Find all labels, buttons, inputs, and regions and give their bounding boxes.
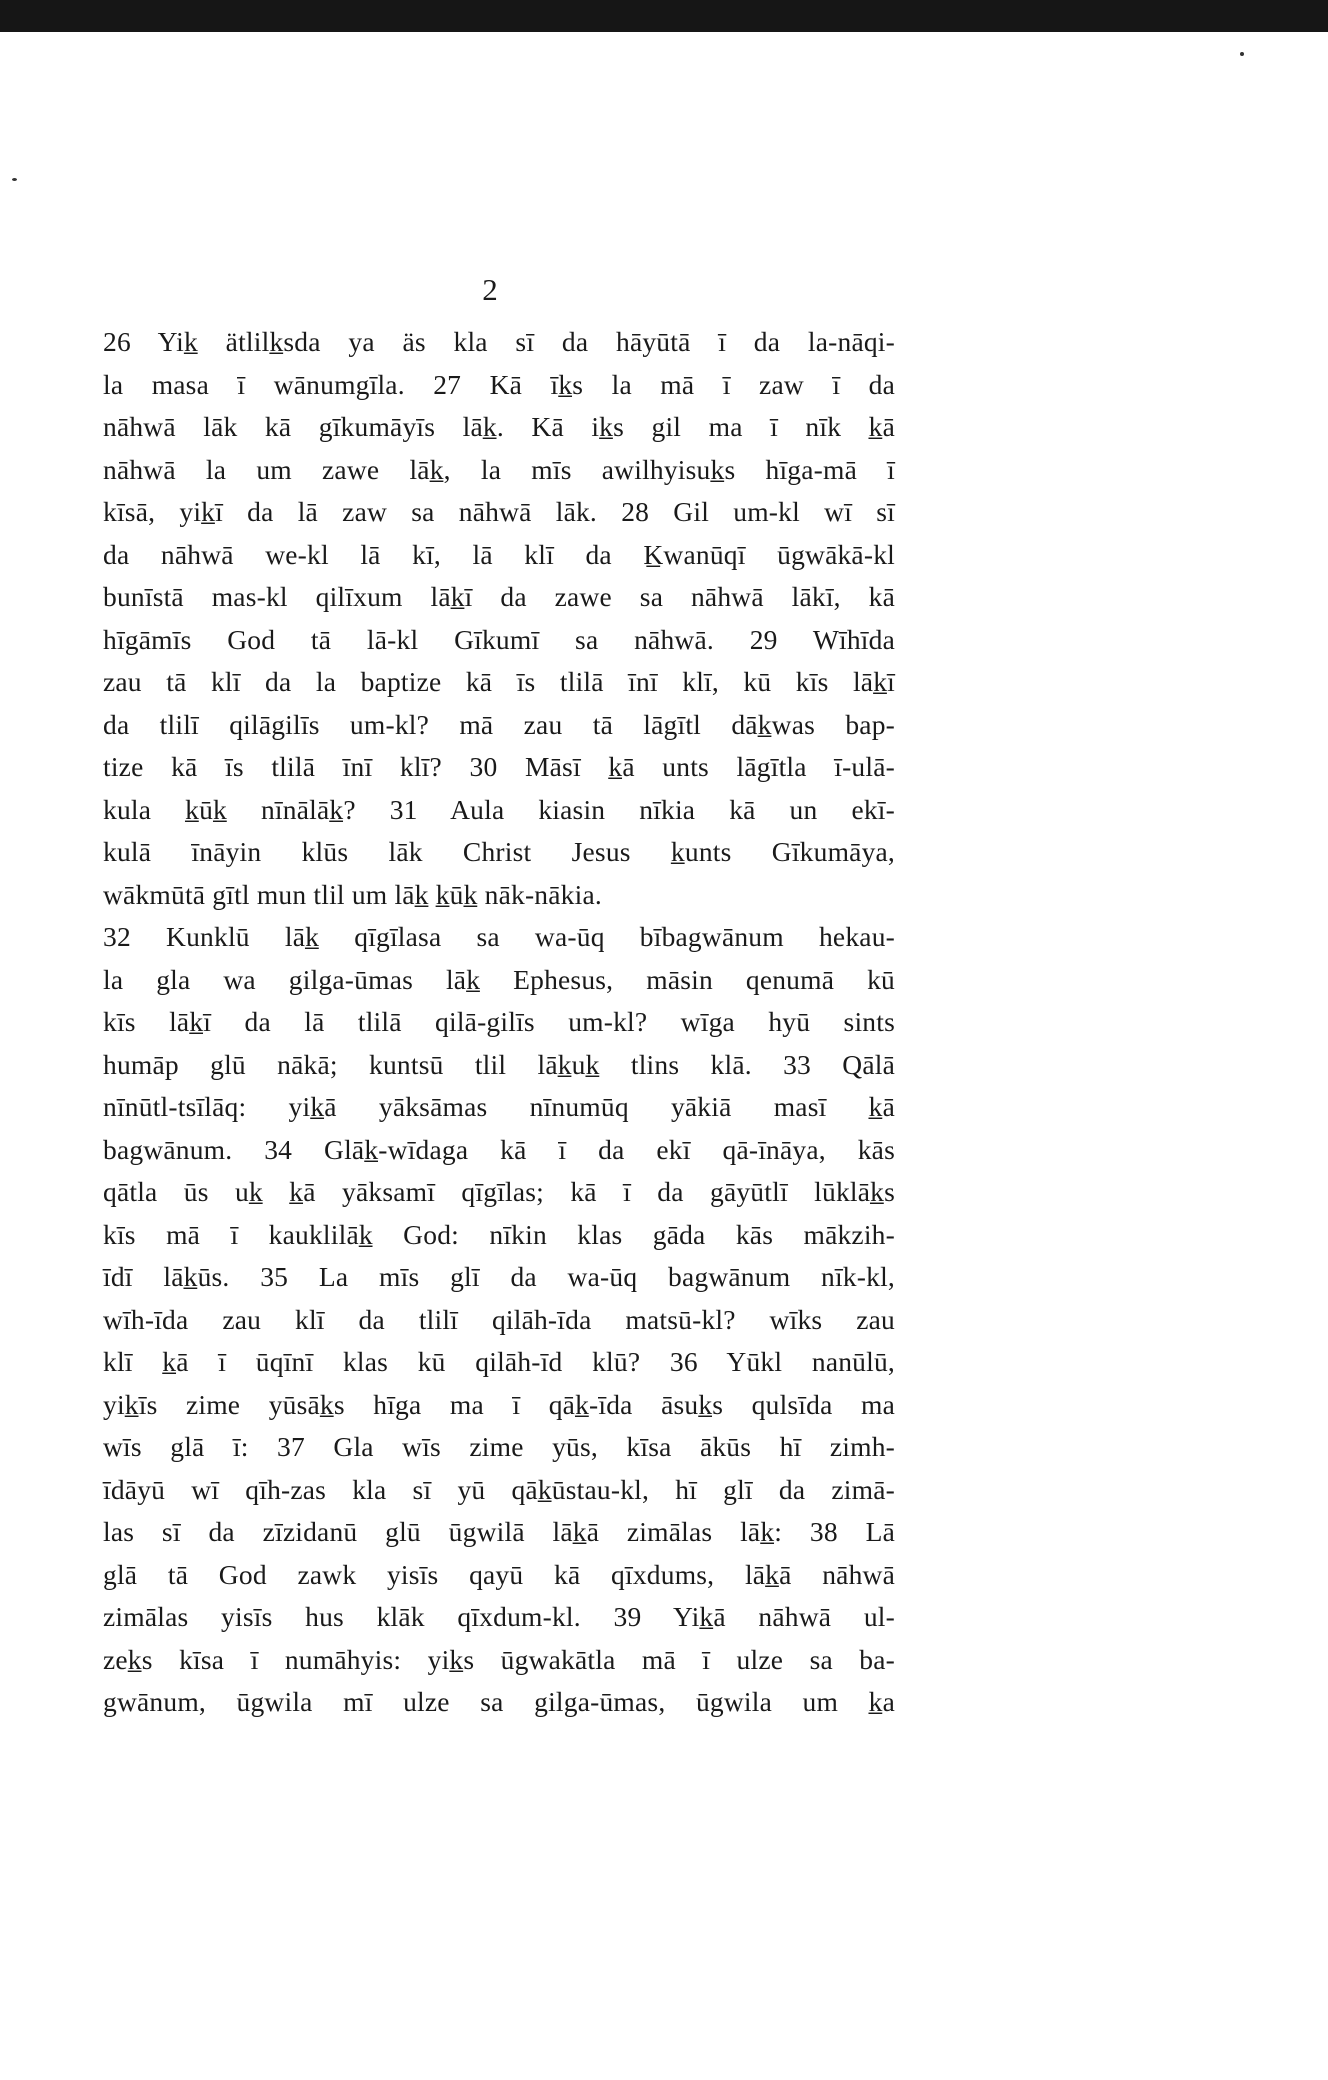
text-line: kīs lāk̲ī da lā tlilā qilā-gilīs um-kl? wīga hyū sints	[103, 1006, 895, 1037]
text-line: wīh-īda zau klī da tlilī qilāh-īda matsū-kl? wīks zau	[103, 1303, 895, 1335]
text-line: humāp glū nākā; kuntsū tlil lāk̲uk̲ tlins klā. 33 Qālā	[103, 1048, 895, 1080]
text-line: kīs mā ī kauklilāk̲ God: nīkin klas gāda kās mākzih-	[103, 1218, 895, 1250]
text-line: kulā īnāyin klūs lāk Christ Jesus k̲unts Gīkumāya,	[103, 836, 895, 867]
text-line: tize kā īs tlilā īnī klī? 30 Māsī k̲ā unts lāgītla ī-ulā-	[103, 751, 895, 782]
text-line: glā tā God zawk yisīs qayū kā qīxdums, lāk̲ā nāhwā	[103, 1558, 895, 1590]
text-line: la masa ī wānumgīla. 27 Kā īk̲s la mā ī zaw ī da	[103, 368, 895, 400]
text-line: īdī lāk̲ūs. 35 La mīs glī da wa-ūq bagwānum nīk-kl,	[103, 1261, 895, 1292]
scan-speck	[12, 178, 17, 181]
text-line: qātla ūs uk̲ k̲ā yāksamī qīgīlas; kā ī da gāyūtlī lūklāk̲s	[103, 1176, 895, 1207]
text-line: da tlilī qilāgilīs um-kl? mā zau tā lāgītl dāk̲was bap-	[103, 708, 895, 740]
text-line: nīnūtl-tsīlāq: yik̲ā yāksāmas nīnumūq yākiā masī k̲ā	[103, 1091, 895, 1122]
text-line: da nāhwā we-kl lā kī, lā klī da K̲wanūqī ūgwākā-kl	[103, 538, 895, 570]
text-line: klī k̲ā ī ūqīnī klas kū qilāh-īd klū? 36 Yūkl nanūlū,	[103, 1346, 895, 1377]
text-line: la gla wa gilga-ūmas lāk̲ Ephesus, māsin qenumā kū	[103, 963, 895, 995]
text-line: bagwānum. 34 Glāk̲-wīdaga kā ī da ekī qā-īnāya, kās	[103, 1133, 895, 1165]
text-line: yik̲īs zime yūsāk̲s hīga ma ī qāk̲-īda āsuk̲s qulsīda ma	[103, 1388, 895, 1420]
page-number: 2	[482, 272, 498, 307]
body-text	[103, 321, 895, 1724]
text-line: las sī da zīzidanū glū ūgwilā lāk̲ā zimālas lāk̲: 38 Lā	[103, 1516, 895, 1547]
text-line: nāhwā lāk kā gīkumāyīs lāk̲. Kā ik̲s gil ma ī nīk k̲ā	[103, 411, 895, 442]
text-line: zek̲s kīsa ī numāhyis: yik̲s ūgwakātla mā ī ulze sa ba-	[103, 1643, 895, 1675]
text-line: bunīstā mas-kl qilīxum lāk̲ī da zawe sa nāhwā lākī, kā	[103, 581, 895, 612]
text-line: gwānum, ūgwila mī ulze sa gilga-ūmas, ūgwila um k̲a	[103, 1686, 895, 1717]
text-line: 32 Kunklū lāk̲ qīgīlasa sa wa-ūq bībagwānum hekau-	[103, 921, 895, 952]
text-line: kula k̲ūk̲ nīnālāk̲? 31 Aula kiasin nīkia kā un ekī-	[103, 793, 895, 825]
text-line: hīgāmīs God tā lā-kl Gīkumī sa nāhwā. 29 Wīhīda	[103, 623, 895, 655]
text-line: 26 Yik̲ ätlilk̲sda ya äs kla sī da hāyūtā ī da la-nāqi-	[103, 326, 895, 357]
text-line: wīs glā ī: 37 Gla wīs zime yūs, kīsa ākūs hī zimh-	[103, 1431, 895, 1462]
scan-top-edge	[0, 0, 1328, 32]
text-line: zau tā klī da la baptize kā īs tlilā īnī klī, kū kīs lāk̲ī	[103, 666, 895, 697]
scan-speck	[1240, 52, 1244, 56]
text-line: zimālas yisīs hus klāk qīxdum-kl. 39 Yik̲ā nāhwā ul-	[103, 1601, 895, 1632]
text-line: nāhwā la um zawe lāk̲, la mīs awilhyisuk̲s hīga-mā ī	[103, 453, 895, 485]
text-line: kīsā, yik̲ī da lā zaw sa nāhwā lāk. 28 Gil um-kl wī sī	[103, 496, 895, 527]
text-line: īdāyū wī qīh-zas kla sī yū qāk̲ūstau-kl, hī glī da zimā-	[103, 1473, 895, 1505]
text-line: wākmūtā gītl mun tlil um lāk̲ k̲ūk̲ nāk-nākia.	[103, 878, 602, 910]
